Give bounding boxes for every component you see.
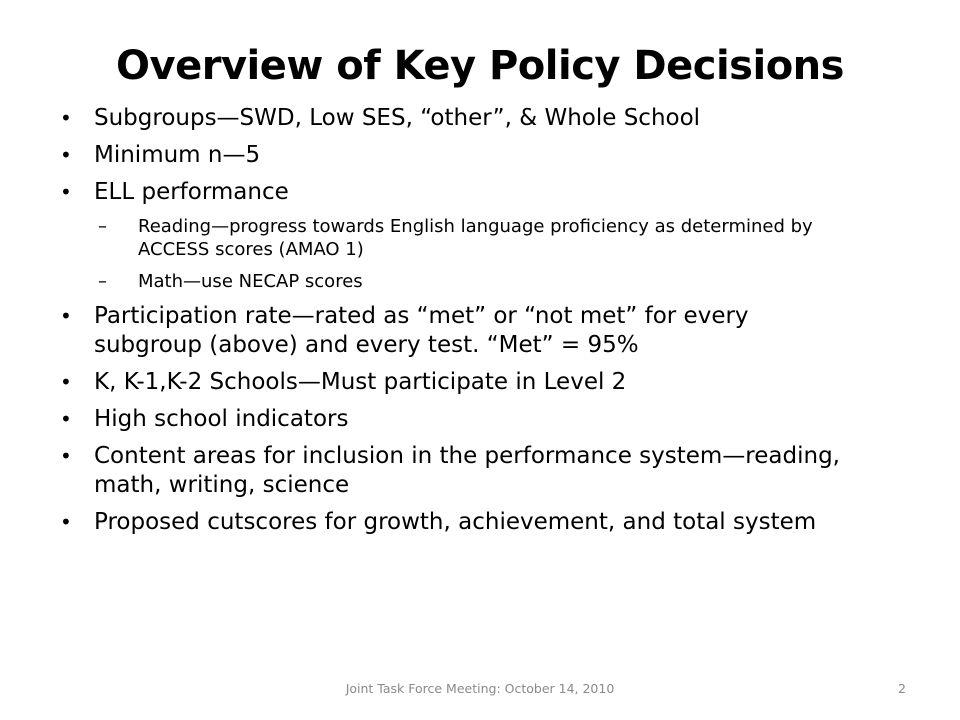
sub-bullet-text: Reading—progress towards English language proficiency as determined by ACCESS scores (AMAO 1) [138,216,813,260]
bullet-item-high-school [60,405,860,434]
bullet-item-minimum-n [60,141,860,170]
sub-bullet-item-math [94,270,860,293]
bullet-item-participation-rate [60,302,860,360]
bullet-item-k-schools [60,368,860,397]
page-number: 2 [898,681,906,696]
bullet-icon: • [60,407,72,431]
bullet-text: Proposed cutscores for growth, achievement, and total system [94,509,817,535]
bullet-item-content-areas [60,442,860,500]
bullet-icon: • [60,106,72,130]
bullet-text: K, K-1,K-2 Schools—Must participate in Level 2 [94,369,627,395]
bullet-text: Content areas for inclusion in the performance system—reading, math, writing, science [94,443,840,498]
bullet-item-subgroups [60,104,860,133]
bullet-icon: • [60,370,72,394]
slide-title: Overview of Key Policy Decisions [116,43,844,89]
bullet-text: Participation rate—rated as “met” or “not met” for every subgroup (above) and every test. “Met” = 95% [94,303,749,358]
sub-bullet-item-reading [94,215,860,261]
slide-content [60,104,860,545]
bullet-text: Minimum n—5 [94,142,261,168]
dash-icon: – [98,216,107,237]
footer-text: Joint Task Force Meeting: October 14, 2010 [345,681,615,696]
bullet-item-cutscores [60,508,860,537]
bullet-text: Subgroups—SWD, Low SES, “other”, & Whole School [94,105,701,131]
sub-bullet-text: Math—use NECAP scores [138,271,363,292]
bullet-icon: • [60,304,72,328]
bullet-list [60,104,860,537]
bullet-icon: • [60,510,72,534]
bullet-icon: • [60,180,72,204]
bullet-text: ELL performance [94,179,289,205]
bullet-item-ell-performance [60,178,860,293]
bullet-text: High school indicators [94,406,349,432]
dash-icon: – [98,271,107,292]
bullet-icon: • [60,143,72,167]
bullet-icon: • [60,444,72,468]
sub-bullet-list [94,215,860,293]
